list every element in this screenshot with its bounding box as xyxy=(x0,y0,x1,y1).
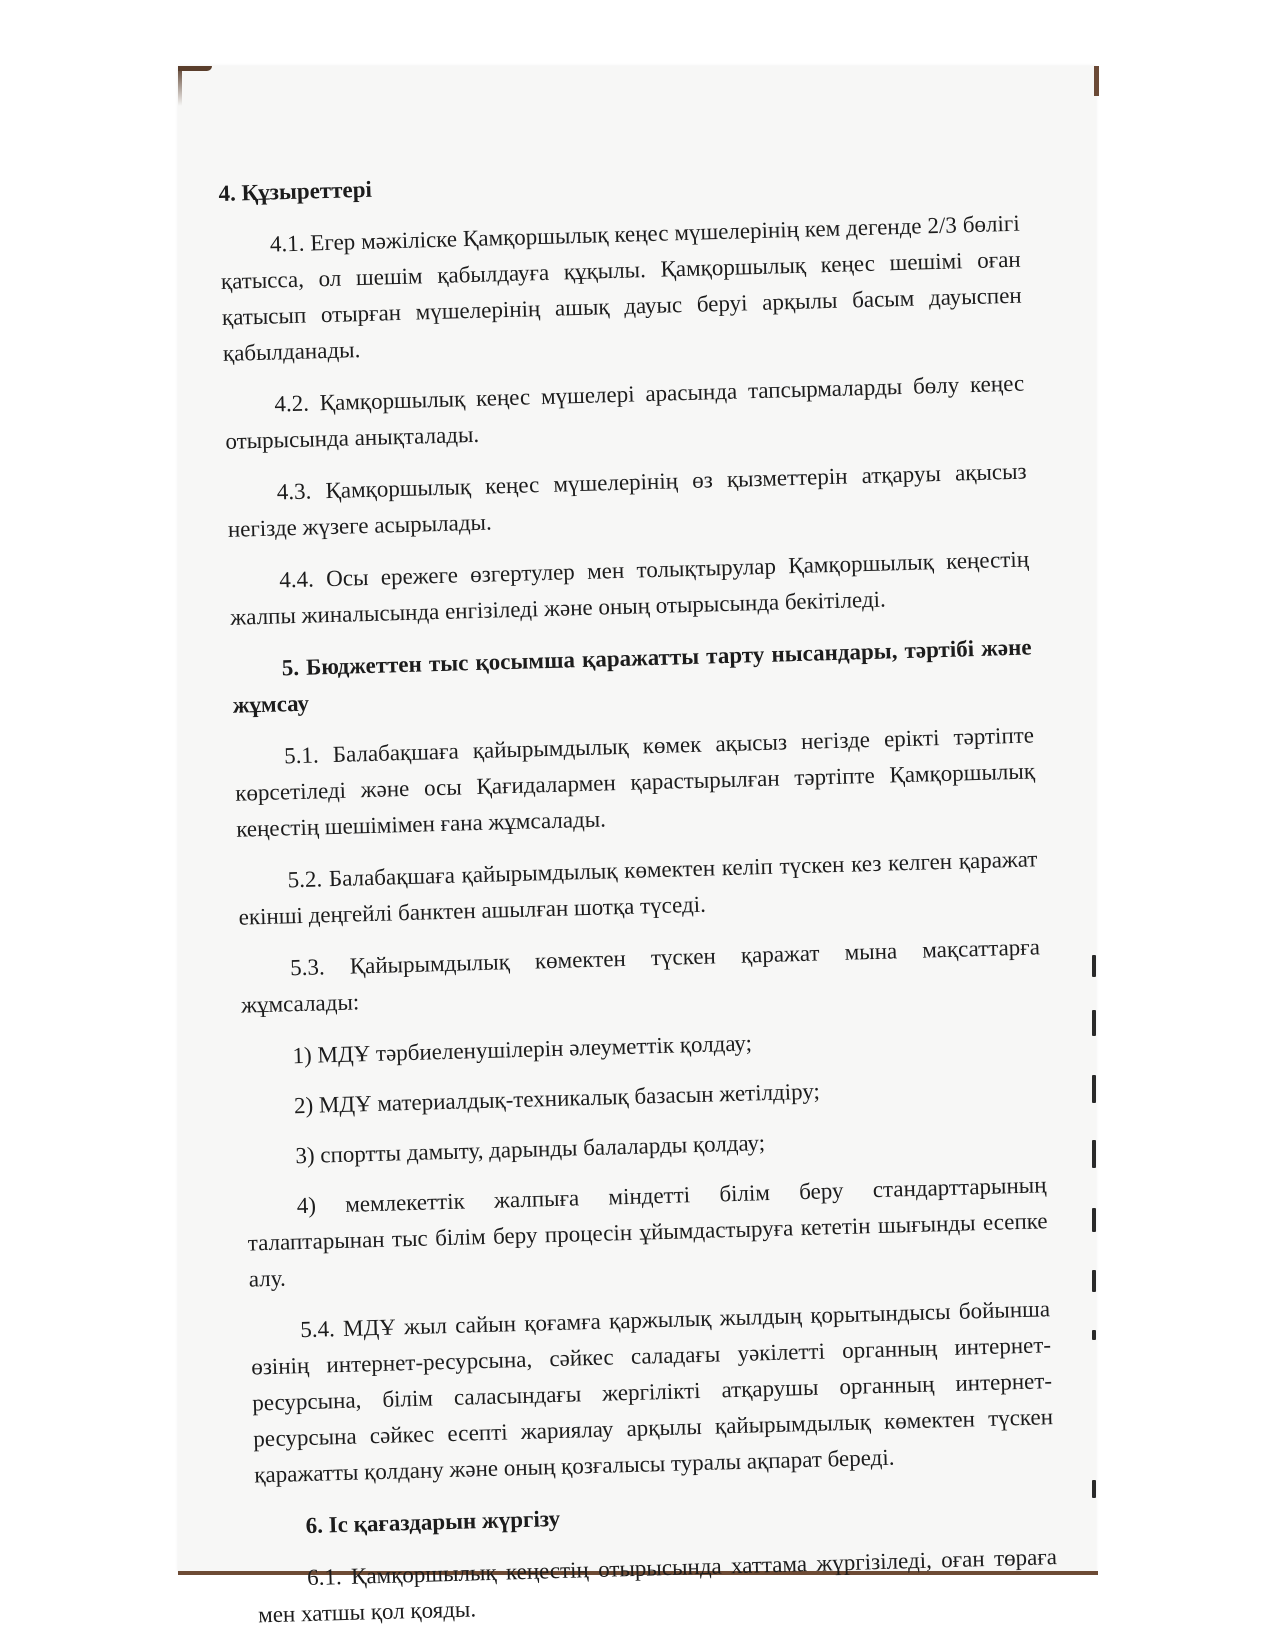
paragraph-4-2: 4.2. Қамқоршылық кеңес мүшелері арасында тапсырмаларды бөлу кеңес отырысында анықталады. xyxy=(225,370,1025,454)
paragraph-5-1: 5.1. Балабақшаға қайырымдылық көмек ақысыз негізде ерікті тәртіпте көрсетіледі және осы Қағидалармен қарастырылған тәртіпте Қамқоршылық кеңестің шешімімен ғана жұмсалады. xyxy=(234,722,1036,842)
paragraph-5-2: 5.2. Балабақшаға қайырымдылық көмектен келіп түскен кез келген қаражат екінші деңгейлі банктен ашылған шотқа түседі. xyxy=(238,846,1038,930)
list-item-2: 2) МДҰ материалдық-техникалық базасын жетілдіру; xyxy=(293,1078,821,1119)
document-body xyxy=(218,154,1059,1650)
paragraph-5-3: 5.3. Қайырымдылық көмектен түскен қаражат мына мақсаттарға жұмсалады: xyxy=(240,934,1041,1018)
binder-mark xyxy=(1092,955,1096,977)
paragraph-4-1: 4.1. Егер мәжіліске Қамқоршылық кеңес мүшелерінің кем дегенде 2/3 бөлігі қатысса, ол шешім қабылдауға құқылы. Қамқоршылық кеңес шешімі оған қатысып отырған мүшелерінің ашық дауыс беруі арқылы басым дауыспен қабылданады. xyxy=(220,210,1022,366)
section-6-title: 6. Іс қағаздарын жүргізу xyxy=(305,1505,561,1539)
binder-mark xyxy=(1092,1330,1096,1340)
paragraph-5-4: 5.4. МДҰ жыл сайын қоғамға қаржылық жылдың қорытындысы бойынша өзінің интернет-ресурсына, сәйкес саладағы уәкілетті органның интернет-ресурсына, білім саласындағы жергілікті атқарушы органның интернет-ресурсына сәйкес есепті жариялау арқылы қайырымдылық көмектен түскен қаражатты қолдану және оның қозғалысы туралы ақпарат береді. xyxy=(250,1296,1054,1488)
binder-mark xyxy=(1092,1208,1096,1232)
binder-mark xyxy=(1092,1140,1096,1168)
paper-edge-curl xyxy=(178,66,182,106)
section-4-title: 4. Құзыреттері xyxy=(218,176,373,206)
binder-mark xyxy=(1092,1075,1096,1103)
section-5-title: 5. Бюджеттен тыс қосымша қаражатты тарту нысандары, тәртібі және жұмсау xyxy=(232,634,1032,718)
list-item-3: 3) спортты дамыту, дарынды балаларды қолдау; xyxy=(295,1130,766,1169)
list-item-1: 1) МДҰ тәрбиеленушілерін әлеуметтік қолдау; xyxy=(292,1030,753,1069)
paragraph-4-3: 4.3. Қамқоршылық кеңес мүшелерінің өз қызметтерін атқаруы ақысыз негізде жүзеге асырылады. xyxy=(227,458,1027,542)
paragraph-4-4: 4.4. Осы ережеге өзгертулер мен толықтырулар Қамқоршылық кеңестің жалпы жиналысында енгізіледі және оның отырысында бекітіледі. xyxy=(229,546,1030,630)
binder-mark xyxy=(1092,1480,1096,1498)
binder-mark xyxy=(1092,1270,1096,1292)
paragraph-6-1: 6.1. Қамқоршылық кеңестің отырысында хаттама жүргізіледі, оған төраға мен хатшы қол қояды. xyxy=(257,1544,1058,1628)
paper-edge-top-left xyxy=(178,66,212,71)
list-item-4: 4) мемлекеттік жалпыға міндетті білім беру стандарттарының талаптарынан тыс білім беру процесін ұйымдастыруға кететін шығынды есепке алу. xyxy=(247,1172,1048,1292)
binder-mark xyxy=(1092,1010,1096,1036)
paper-edge-right xyxy=(1094,66,1099,96)
